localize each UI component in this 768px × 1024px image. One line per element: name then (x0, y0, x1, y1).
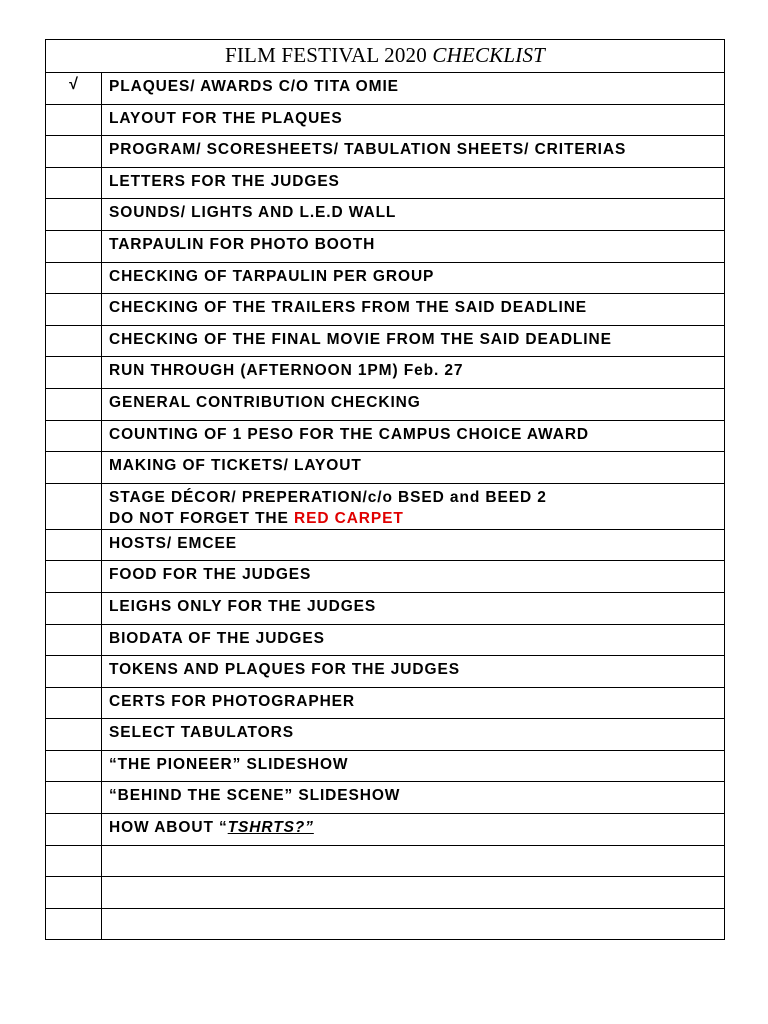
table-row (46, 782, 725, 814)
title-row (46, 40, 725, 73)
table-row (46, 230, 725, 262)
item-cell (102, 167, 725, 199)
table-row (46, 814, 725, 846)
check-cell (46, 357, 102, 389)
check-cell (46, 908, 102, 940)
table-row (46, 167, 725, 199)
item-cell (102, 452, 725, 484)
table-row (46, 452, 725, 484)
item-text-prefix: HOW ABOUT “ (109, 819, 228, 837)
item-cell (102, 262, 725, 294)
item-text: LETTERS FOR THE JUDGES (109, 172, 340, 190)
item-cell (102, 719, 725, 751)
check-cell (46, 73, 102, 105)
table-row (46, 529, 725, 561)
item-cell (102, 388, 725, 420)
item-text: “THE PIONEER” SLIDESHOW (109, 755, 349, 773)
table-row (46, 908, 725, 940)
check-cell (46, 483, 102, 529)
item-cell (102, 357, 725, 389)
item-text: PROGRAM/ SCORESHEETS/ TABULATION SHEETS/ CRITERIAS (109, 141, 627, 159)
item-cell (102, 136, 725, 168)
checklist-title (46, 40, 725, 73)
item-text: LAYOUT FOR THE PLAQUES (109, 109, 343, 127)
item-cell (102, 877, 725, 909)
check-cell (46, 719, 102, 751)
check-mark-icon: √ (69, 76, 78, 93)
item-text: PLAQUES/ AWARDS C/O TITA OMIE (109, 78, 399, 95)
check-cell (46, 230, 102, 262)
check-cell (46, 877, 102, 909)
table-row (46, 750, 725, 782)
check-cell (46, 592, 102, 624)
item-text: HOSTS/ EMCEE (109, 534, 237, 552)
item-cell (102, 592, 725, 624)
table-row (46, 592, 725, 624)
table-row (46, 656, 725, 688)
item-cell (102, 230, 725, 262)
item-cell (102, 750, 725, 782)
check-cell (46, 624, 102, 656)
item-cell (102, 73, 725, 105)
item-text: BIODATA OF THE JUDGES (109, 629, 325, 647)
item-cell (102, 294, 725, 326)
item-cell (102, 687, 725, 719)
item-text: RUN THROUGH (AFTERNOON 1PM) Feb. 27 (109, 362, 464, 380)
table-row (46, 73, 725, 105)
item-text-emphasis: TSHRTS?” (227, 819, 314, 837)
red-carpet-highlight: RED CARPET (293, 509, 404, 527)
table-row (46, 483, 725, 529)
table-row (46, 561, 725, 593)
item-text: COUNTING OF 1 PESO FOR THE CAMPUS CHOICE AWARD (109, 425, 590, 443)
table-row (46, 325, 725, 357)
table-row (46, 877, 725, 909)
table-row (46, 624, 725, 656)
table-row (46, 845, 725, 877)
item-cell (102, 908, 725, 940)
item-cell (102, 529, 725, 561)
item-cell (102, 420, 725, 452)
checklist-table (45, 39, 725, 940)
check-cell (46, 687, 102, 719)
item-text: CHECKING OF THE TRAILERS FROM THE SAID DEADLINE (109, 299, 588, 317)
check-cell (46, 167, 102, 199)
check-cell (46, 814, 102, 846)
item-cell (102, 624, 725, 656)
check-cell (46, 529, 102, 561)
item-text-line2 (109, 508, 724, 529)
item-cell (102, 325, 725, 357)
title-italic: CHECKLIST (432, 43, 546, 67)
check-cell (46, 325, 102, 357)
item-text: CHECKING OF TARPAULIN PER GROUP (109, 267, 435, 285)
check-cell (46, 388, 102, 420)
item-cell (102, 199, 725, 231)
item-text: FOOD FOR THE JUDGES (109, 566, 312, 584)
check-cell (46, 104, 102, 136)
item-cell (102, 483, 725, 529)
check-cell (46, 845, 102, 877)
item-text: GENERAL CONTRIBUTION CHECKING (109, 393, 421, 411)
item-cell (102, 561, 725, 593)
table-row (46, 388, 725, 420)
check-cell (46, 420, 102, 452)
check-cell (46, 136, 102, 168)
item-text: CERTS FOR PHOTOGRAPHER (109, 692, 356, 710)
item-cell (102, 656, 725, 688)
item-cell (102, 814, 725, 846)
check-cell (46, 294, 102, 326)
table-row (46, 420, 725, 452)
table-row (46, 294, 725, 326)
item-text: SOUNDS/ LIGHTS AND L.E.D WALL (109, 204, 397, 222)
table-row (46, 104, 725, 136)
table-row (46, 136, 725, 168)
check-cell (46, 750, 102, 782)
item-text: CHECKING OF THE FINAL MOVIE FROM THE SAID DEADLINE (109, 330, 612, 348)
title-main: FILM FESTIVAL 2020 (224, 43, 433, 67)
item-text: LEIGHS ONLY FOR THE JUDGES (109, 597, 377, 615)
item-text: MAKING OF TICKETS/ LAYOUT (109, 457, 362, 475)
item-cell (102, 782, 725, 814)
check-cell (46, 452, 102, 484)
table-row (46, 357, 725, 389)
table-row (46, 199, 725, 231)
check-cell (46, 199, 102, 231)
table-row (46, 262, 725, 294)
item-text: “BEHIND THE SCENE” SLIDESHOW (109, 787, 401, 805)
table-row (46, 687, 725, 719)
check-cell (46, 782, 102, 814)
item-text: TARPAULIN FOR PHOTO BOOTH (109, 235, 376, 253)
checklist-body (46, 40, 725, 940)
item-text: SELECT TABULATORS (109, 724, 294, 742)
item-cell (102, 104, 725, 136)
item-text-prefix: DO NOT FORGET THE (109, 509, 294, 527)
check-cell (46, 561, 102, 593)
item-text: STAGE DÉCOR/ PREPERATION/c/o BSED and BEED 2 (109, 488, 547, 506)
table-row (46, 719, 725, 751)
check-cell (46, 262, 102, 294)
item-text: TOKENS AND PLAQUES FOR THE JUDGES (109, 661, 460, 679)
item-cell (102, 845, 725, 877)
check-cell (46, 656, 102, 688)
